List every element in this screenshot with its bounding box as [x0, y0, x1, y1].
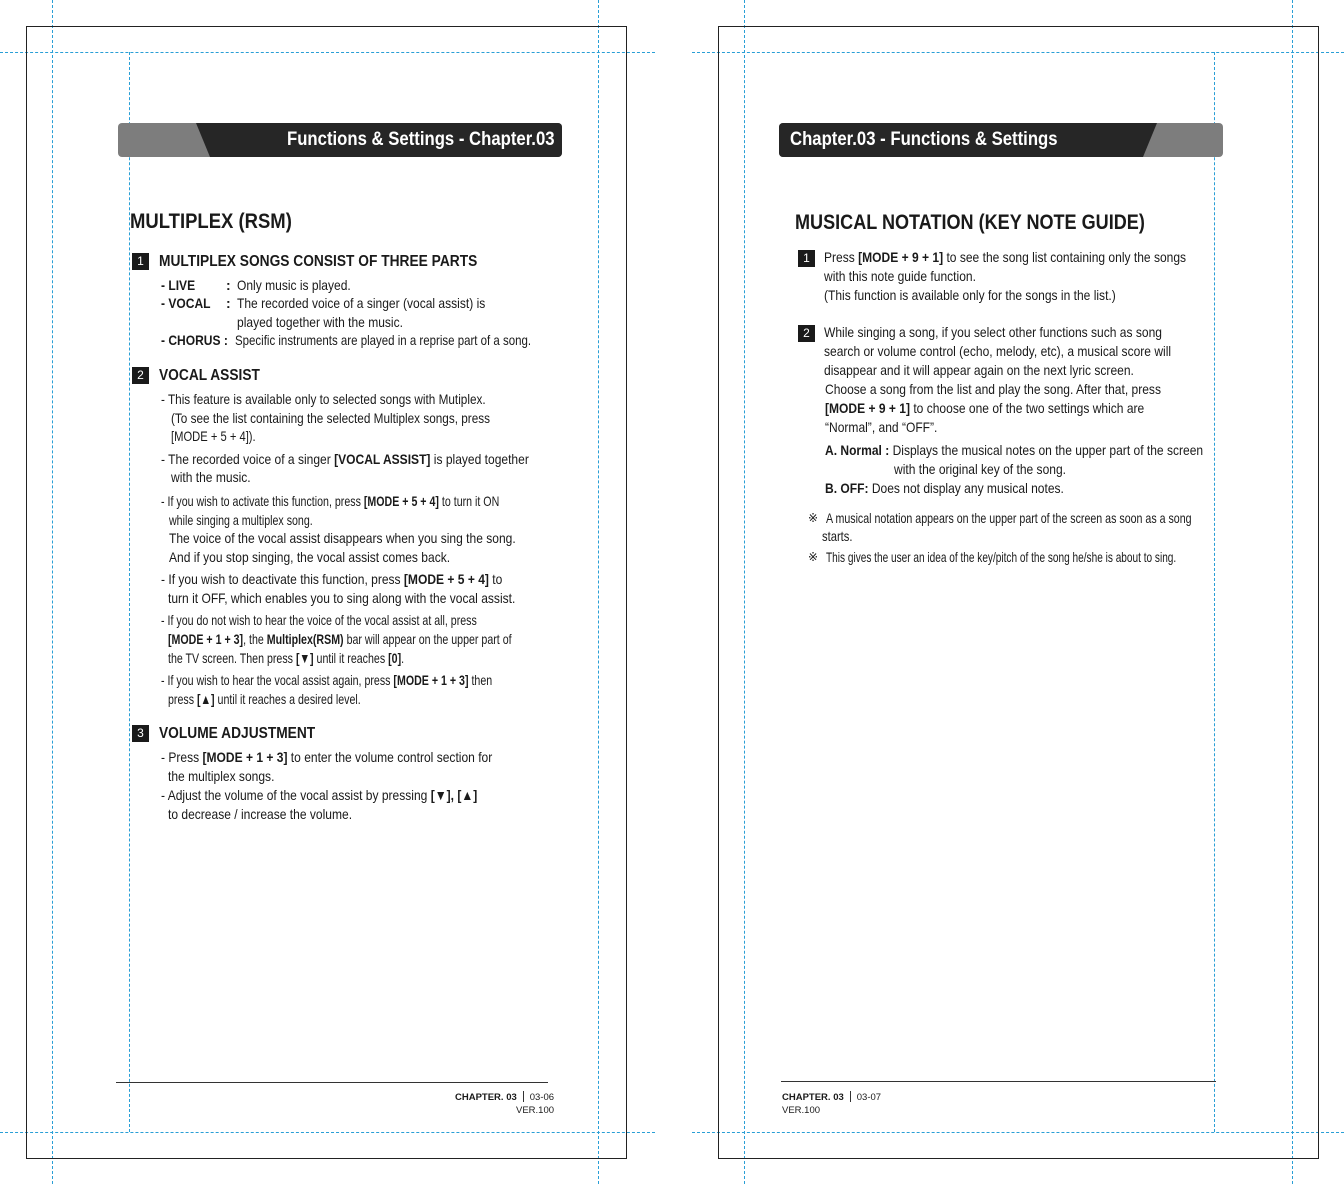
setting-option-off: B. OFF: Does not display any musical notes.: [825, 480, 1064, 496]
part-text-vocal: played together with the music.: [237, 314, 403, 330]
note-mark: ※: [808, 550, 819, 564]
body-line: with the original key of the song.: [894, 461, 1067, 477]
section-title: VOCAL ASSIST: [159, 367, 260, 384]
page-title: MUSICAL NOTATION (KEY NOTE GUIDE): [795, 211, 1145, 234]
body-line: turn it OFF, which enables you to sing along with the vocal assist.: [168, 590, 516, 606]
section-number-badge: 3: [132, 725, 149, 742]
note-line: starts.: [822, 528, 853, 544]
body-line: The voice of the vocal assist disappears when you sing the song.: [169, 530, 516, 546]
right-header-title: Chapter.03 - Functions & Settings: [790, 129, 1058, 150]
step-number-badge: 1: [798, 250, 815, 267]
body-line: “Normal”, and “OFF”.: [825, 419, 938, 435]
body-line: - If you wish to activate this function, press [MODE + 5 + 4] to turn it ON: [161, 493, 500, 509]
part-text-vocal: The recorded voice of a singer (vocal assist) is: [237, 295, 486, 311]
part-label-vocal: - VOCAL: [161, 295, 211, 311]
left-header-title: Functions & Settings - Chapter.03: [287, 129, 555, 150]
part-label-live: - LIVE: [161, 277, 196, 293]
version-label: VER.100: [516, 1105, 555, 1116]
page-title: MULTIPLEX (RSM): [130, 210, 292, 233]
body-line: And if you stop singing, the vocal assist comes back.: [169, 549, 451, 565]
part-colon: :: [226, 295, 231, 311]
body-line: with this note guide function.: [824, 268, 976, 284]
body-line: - Adjust the volume of the vocal assist by pressing [▼], [▲]: [161, 787, 478, 803]
setting-option-normal: A. Normal : Displays the musical notes on the upper part of the screen: [825, 442, 1204, 458]
body-line: disappear and it will appear again on the next lyric screen.: [824, 362, 1134, 378]
footer-rule: [781, 1081, 1216, 1082]
part-colon: :: [226, 277, 231, 293]
body-line: the multiplex songs.: [168, 768, 275, 784]
footer-rule: [116, 1082, 548, 1083]
section-title: VOLUME ADJUSTMENT: [159, 725, 316, 742]
section-number-badge: 1: [132, 253, 149, 270]
body-line: - Press [MODE + 1 + 3] to enter the volume control section for: [161, 749, 493, 765]
left-header-bar: [118, 123, 562, 157]
body-line: While singing a song, if you select other functions such as song: [824, 324, 1162, 340]
right-page-border: [718, 26, 1319, 1159]
body-line: - The recorded voice of a singer [VOCAL ASSIST] is played together: [161, 451, 529, 467]
body-line: Choose a song from the list and play the song. After that, press: [825, 381, 1161, 397]
part-text-live: Only music is played.: [237, 277, 351, 293]
note-mark: ※: [808, 511, 819, 525]
page-footer: CHAPTER. 03 03-06: [455, 1092, 555, 1103]
body-line: with the music.: [171, 469, 251, 485]
version-label: VER.100: [782, 1105, 821, 1116]
note-line: A musical notation appears on the upper part of the screen as soon as a song: [826, 510, 1192, 526]
body-line: - This feature is available only to selected songs with Mutiplex.: [161, 391, 486, 407]
section-title: MULTIPLEX SONGS CONSIST OF THREE PARTS: [159, 253, 478, 270]
right-header-bar: [779, 123, 1223, 157]
body-line: the TV screen. Then press [▼] until it reaches [0].: [168, 650, 405, 666]
part-label-chorus: - CHORUS :: [161, 332, 228, 348]
step-number-badge: 2: [798, 325, 815, 342]
body-line: [MODE + 1 + 3], the Multiplex(RSM) bar will appear on the upper part of: [168, 631, 512, 647]
body-line: - If you wish to deactivate this function, press [MODE + 5 + 4] to: [161, 571, 503, 587]
note-line: This gives the user an idea of the key/pitch of the song he/she is about to sing.: [826, 549, 1177, 565]
part-text-chorus: Specific instruments are played in a reprise part of a song.: [235, 332, 532, 348]
body-line: (This function is available only for the songs in the list.): [824, 287, 1116, 303]
page-footer: CHAPTER. 03 03-07: [782, 1092, 882, 1103]
body-line: [MODE + 5 + 4]).: [171, 428, 256, 444]
body-line: - If you wish to hear the vocal assist again, press [MODE + 1 + 3] then: [161, 672, 493, 688]
body-line: [MODE + 9 + 1] to choose one of the two settings which are: [825, 400, 1145, 416]
body-line: - If you do not wish to hear the voice of the vocal assist at all, press: [161, 612, 477, 628]
body-line: search or volume control (echo, melody, etc), a musical score will: [824, 343, 1172, 359]
body-line: Press [MODE + 9 + 1] to see the song list containing only the songs: [824, 249, 1187, 265]
body-line: while singing a multiplex song.: [169, 512, 313, 528]
body-line: press [▲] until it reaches a desired level.: [168, 691, 361, 707]
body-line: to decrease / increase the volume.: [168, 806, 353, 822]
body-line: (To see the list containing the selected Multiplex songs, press: [171, 410, 491, 426]
section-number-badge: 2: [132, 367, 149, 384]
